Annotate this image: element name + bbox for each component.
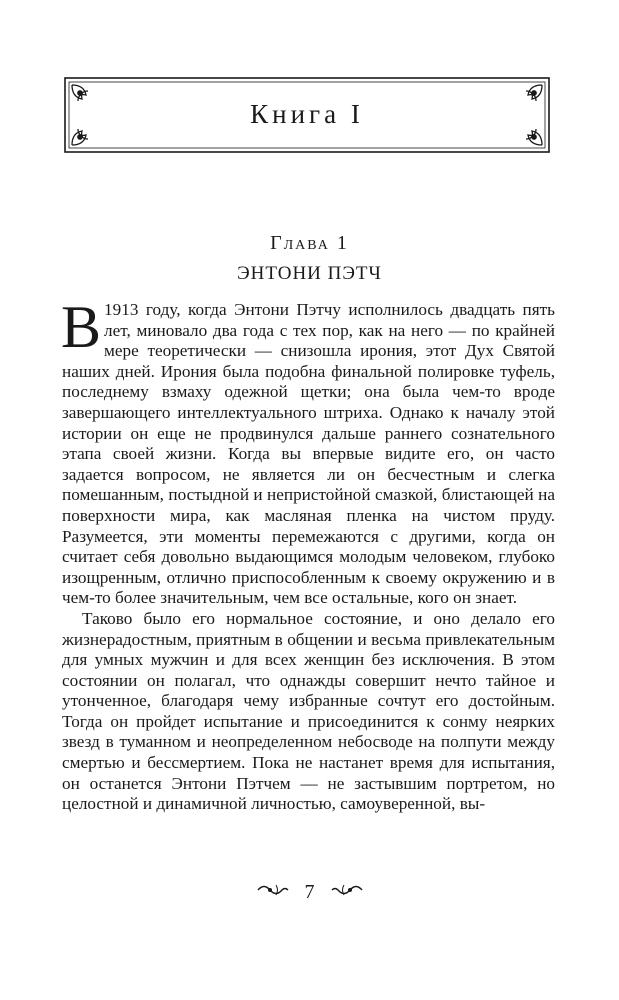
floral-ornament-icon	[330, 881, 364, 904]
chapter-number: 1	[336, 232, 349, 254]
paragraph	[61, 294, 555, 609]
chapter-label-rest: лава	[283, 232, 330, 254]
chapter-label-initial: Г	[270, 232, 284, 254]
paragraph-text: 1913 году, когда Энтони Пэтчу исполнилось двадцать пять лет, миновало два года с тех пор, как на него — по крайней мере теоретически — снизошла ирония, этот Дух Святой наших дней. Ирония была подобна финальной полировке туфель, последнему взмаху одежной щетки; она была чем-то вроде завершающего интеллектуального штриха. Однако к началу этой истории он еще не продвинулся дальше раннего сознательного этапа своей жизни. Когда вы впервые видите его, он часто задается вопросом, не является ли он бесчестным и слегка помешанным, постыдной и непристойной смазкой, блистающей на поверхности мира, как масляная пленка на чистом пруду. Разумеется, эти моменты перемежаются с другими, когда он считает себя довольно выдающимся молодым человеком, глубоко изощренным, отлично приспособленным к своему окружению и в чем-то более значительным, чем все остальные, кого он знает.	[62, 300, 555, 608]
chapter-heading	[0, 232, 619, 255]
floral-ornament-icon	[256, 881, 290, 904]
body-text	[61, 294, 555, 815]
corner-ornament-icon	[72, 129, 88, 145]
drop-cap: В	[61, 294, 102, 360]
page-footer	[0, 880, 619, 904]
book-title: Книга I	[250, 99, 364, 129]
corner-ornament-icon	[526, 129, 542, 145]
paragraph: Таково было его нормальное состояние, и оно делало его жизнерадостным, приятным в общении и весьма привлекательным для умных мужчин и для всех женщин без исключения. В этом состоянии он полагал, что однажды совершит нечто тайное и утонченное, благодаря чему избранные сочтут его достойным. Тогда он пройдет испытание и присоединится к сонму неярких звезд в туманном и неопределенном небосводе на полпути между смертью и бессмертием. Пока не настанет время для испытания, он останется Энтони Пэтчем — не застывшим портретом, но целостной и динамичной личностью, самоуверенной, вы-	[62, 608, 555, 814]
title-frame	[62, 75, 552, 155]
page-number: 7	[304, 880, 315, 903]
chapter-title: ЭНТОНИ ПЭТЧ	[237, 263, 382, 284]
